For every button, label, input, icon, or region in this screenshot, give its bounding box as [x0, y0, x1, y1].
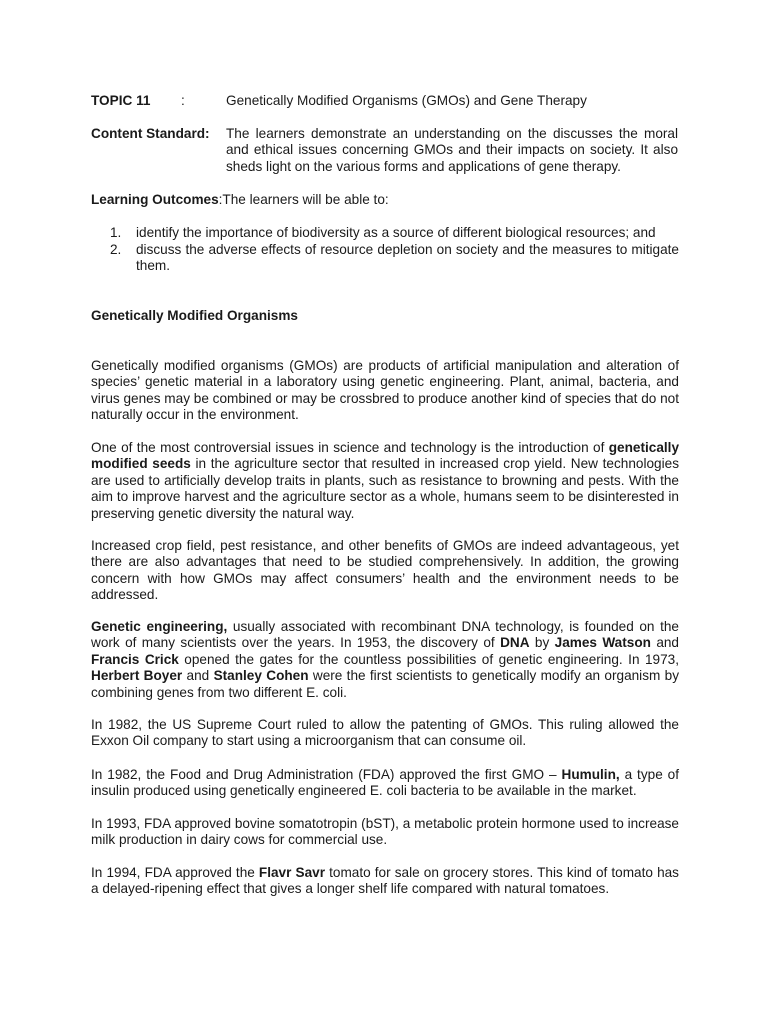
paragraph-gm-seeds: [91, 440, 679, 522]
bold-term: Humulin,: [561, 767, 620, 782]
text-run: by: [529, 635, 555, 651]
text-run: in the agriculture sector that resulted in increased crop yield. New technologies are used to artificially develop traits in plants, such as resistance to browning and pests. With the aim to improve harvest and the agriculture sector as a whole, humans seem to be disinterested in preserving genetic diversity the natural way.: [91, 456, 679, 521]
bold-term: DNA: [500, 635, 530, 651]
learning-outcomes-text: :The learners will be able to:: [218, 192, 389, 207]
outcome-item: discuss the adverse effects of resource depletion on society and the measures to mitigate them.: [136, 242, 679, 274]
text-run: One of the most controversial issues in science and technology is the introduction of: [91, 440, 609, 455]
learning-outcomes-label: Learning Outcomes: [91, 192, 219, 207]
text-run: a type of insulin produced using genetically engineered E. coli bacteria to be available in the market.: [91, 767, 680, 799]
bold-term: genetically modified seeds: [91, 440, 679, 472]
paragraph-1993-bst: In 1993, FDA approved bovine somatotropin (bST), a metabolic protein hormone used to increase milk production in dairy cows for commercial use.: [91, 816, 679, 848]
paragraph-1994-flavr-savr: [91, 865, 679, 898]
outcome-item: identify the importance of biodiversity as a source of different biological resources; and: [136, 225, 656, 240]
paragraph-benefits: Increased crop field, pest resistance, and other benefits of GMOs are indeed advantageous, yet there are also advantages that need to be studied comprehensively. In addition, the growing concern with how GMOs may affect consumers’ health and the environment needs to be addressed.: [91, 538, 679, 603]
bold-term: Stanley Cohen: [213, 668, 309, 684]
bold-term: Francis Crick: [91, 651, 179, 667]
bold-term: Flavr Savr: [258, 865, 325, 880]
bold-term: Herbert Boyer: [91, 668, 183, 684]
text-run: usually associated with recombinant DNA technology, is founded on the work of many scientists over the years. In 1953, the discovery of: [91, 619, 679, 651]
paragraph-genetic-engineering: [91, 619, 679, 701]
text-run: opened the gates for the countless possibilities of genetic engineering. In 1973,: [178, 651, 679, 667]
content-standard-label: Content Standard:: [91, 126, 210, 141]
topic-colon: :: [181, 93, 185, 108]
text-run: and: [182, 668, 214, 684]
text-run: tomato for sale on grocery stores. This kind of tomato has a delayed-ripening effect that gives a longer shelf life compared with natural tomatoes.: [91, 865, 679, 897]
text-run: were the first scientists to genetically modify an organism by combining genes from two different E. coli.: [91, 668, 680, 700]
paragraph-1982-patent: In 1982, the US Supreme Court ruled to allow the patenting of GMOs. This ruling allowed the Exxon Oil company to start using a microorganism that can consume oil.: [91, 717, 679, 749]
section-heading: Genetically Modified Organisms: [91, 308, 298, 323]
text-run: and: [650, 635, 679, 651]
content-standard-text: The learners demonstrate an understanding on the discusses the moral and ethical issues concerning GMOs and their impacts on society. It also sheds light on the various forms and applications of gene therapy.: [226, 126, 678, 174]
text-run: In 1994, FDA approved the: [91, 865, 259, 880]
bold-term: Genetic engineering,: [91, 619, 228, 634]
paragraph-1982-humulin: [91, 767, 679, 800]
topic-title: Genetically Modified Organisms (GMOs) and Gene Therapy: [226, 93, 587, 108]
outcome-number: 2.: [110, 242, 122, 257]
outcome-number: 1.: [110, 225, 122, 240]
paragraph-gmo-definition: Genetically modified organisms (GMOs) are products of artificial manipulation and alteration of species’ genetic material in a laboratory using genetic engineering. Plant, animal, bacteria, and virus genes may be combined or may be crossbred to produce another kind of species that do not naturally occur in the environment.: [91, 358, 679, 423]
topic-label: TOPIC 11: [91, 93, 151, 108]
text-run: In 1982, the Food and Drug Administration (FDA) approved the first GMO –: [91, 767, 562, 782]
learning-outcomes-line: [91, 192, 389, 208]
bold-term: James Watson: [554, 635, 651, 651]
